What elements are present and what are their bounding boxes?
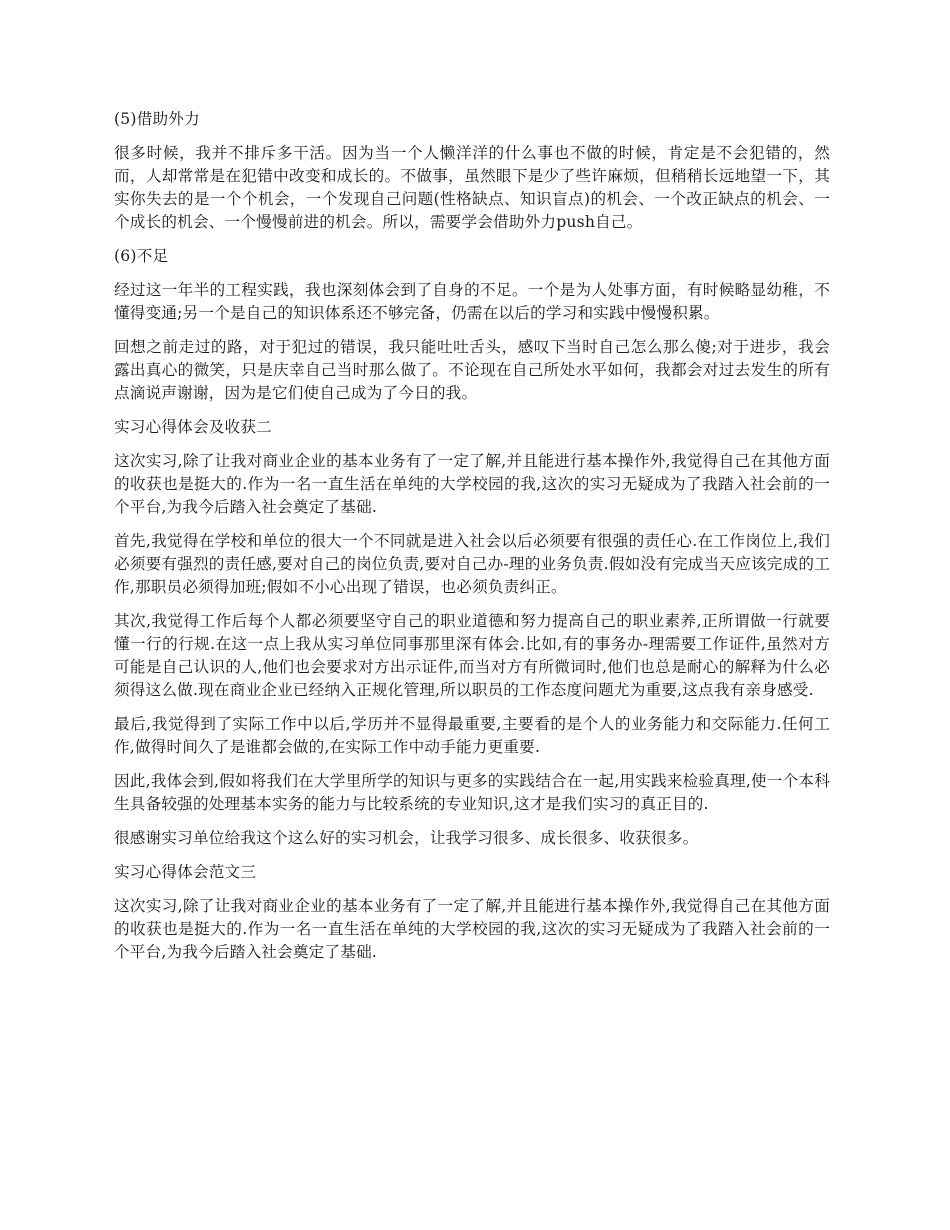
paragraph: 其次,我觉得工作后每个人都必须要坚守自己的职业道德和努力提高自己的职业素养,正所谓做一行就要懂一行的行规.在这一点上我从实习单位同事那里深有体会.比如,有的事务办-理需要工作证件,虽然对方可能是自己认识的人,他们也会要求对方出示证件,而当对方有所微词时,他们也总是耐心的解释为什么必须得这么做.现在商业企业已经纳入正规化管理,所以职员的工作态度问题尤为重要,这点我有亲身感受. <box>114 612 830 699</box>
section-heading-part-three: 实习心得体会范文三 <box>114 863 257 881</box>
document-page <box>114 108 830 975</box>
section-heading-part-two: 实习心得体会及收获二 <box>114 418 272 436</box>
section-heading-6: (6)不足 <box>114 247 169 265</box>
paragraph: 这次实习,除了让我对商业企业的基本业务有了一定了解,并且能进行基本操作外,我觉得自己在其他方面的收获也是挺大的.作为一名一直生活在单纯的大学校园的我,这次的实习无疑成为了我踏入社会前的一个平台,为我今后踏入社会奠定了基础. <box>114 897 830 961</box>
paragraph: 这次实习,除了让我对商业企业的基本业务有了一定了解,并且能进行基本操作外,我觉得自己在其他方面的收获也是挺大的.作为一名一直生活在单纯的大学校园的我,这次的实习无疑成为了我踏入社会前的一个平台,为我今后踏入社会奠定了基础. <box>114 452 830 516</box>
paragraph: 很多时候，我并不排斥多干活。因为当一个人懒洋洋的什么事也不做的时候，肯定是不会犯错的，然而，人却常常是在犯错中改变和成长的。不做事，虽然眼下是少了些许麻烦，但稍稍长远地望一下，其实你失去的是一个个机会，一个发现自己问题(性格缺点、知识盲点)的机会、一个改正缺点的机会、一个成长的机会、一个慢慢前进的机会。所以，需要学会借助外力push自己。 <box>114 144 830 231</box>
paragraph: 因此,我体会到,假如将我们在大学里所学的知识与更多的实践结合在一起,用实践来检验真理,使一个本科生具备较强的处理基本实务的能力与比较系统的专业知识,这才是我们实习的真正目的. <box>114 772 830 813</box>
section-heading-5: (5)借助外力 <box>114 110 200 128</box>
paragraph: 很感谢实习单位给我这个这么好的实习机会，让我学习很多、成长很多、收获很多。 <box>114 829 699 847</box>
paragraph: 首先,我觉得在学校和单位的很大一个不同就是进入社会以后必须要有很强的责任心.在工作岗位上,我们必须要有强烈的责任感,要对自己的岗位负责,要对自己办-理的业务负责.假如没有完成当天应该完成的工作,那职员必须得加班;假如不小心出现了错误，也必须负责纠正。 <box>114 532 830 596</box>
paragraph: 经过这一年半的工程实践，我也深刻体会到了自身的不足。一个是为人处事方面，有时候略显幼稚，不懂得变通;另一个是自己的知识体系还不够完备，仍需在以后的学习和实践中慢慢积累。 <box>114 281 830 322</box>
paragraph: 回想之前走过的路，对于犯过的错误，我只能吐吐舌头，感叹下当时自己怎么那么傻;对于进步，我会露出真心的微笑，只是庆幸自己当时那么做了。不论现在自己所处水平如何，我都会对过去发生的所有点滴说声谢谢，因为是它们使自己成为了今日的我。 <box>114 338 830 402</box>
paragraph: 最后,我觉得到了实际工作中以后,学历并不显得最重要,主要看的是个人的业务能力和交际能力.任何工作,做得时间久了是谁都会做的,在实际工作中动手能力更重要. <box>114 715 830 756</box>
